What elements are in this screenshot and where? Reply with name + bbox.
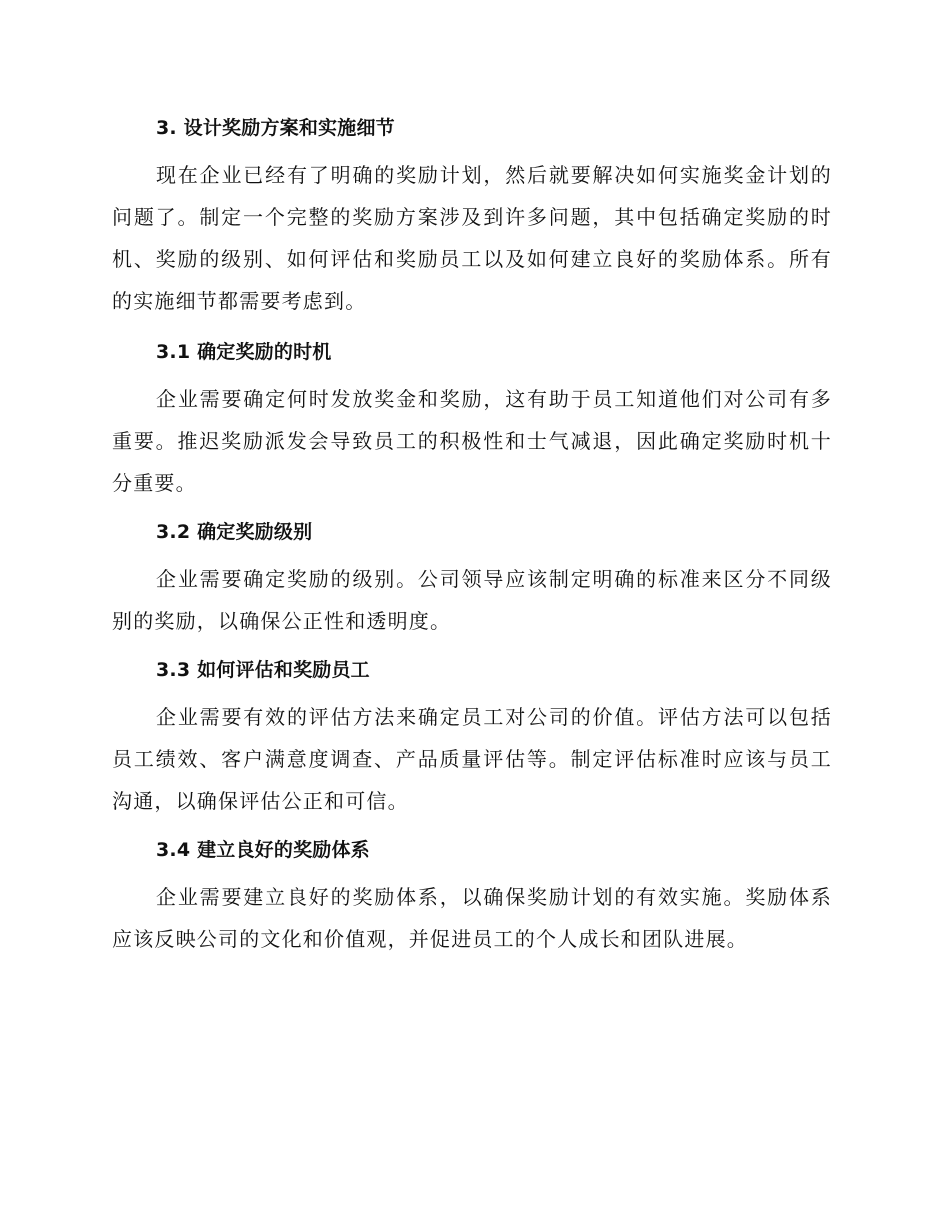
document-body [112, 110, 832, 970]
section-paragraph-3-1: 企业需要确定何时发放奖金和奖励，这有助于员工知道他们对公司有多重要。推迟奖励派发会导致员工的积极性和士气减退，因此确定奖励时机十分重要。 [112, 387, 832, 495]
section-paragraph-3-3: 企业需要有效的评估方法来确定员工对公司的价值。评估方法可以包括员工绩效、客户满意度调查、产品质量评估等。制定评估标准时应该与员工沟通，以确保评估公正和可信。 [112, 705, 832, 813]
section-heading-3: 3. 设计奖励方案和实施细节 [156, 117, 395, 139]
section-heading-3-3: 3.3 如何评估和奖励员工 [156, 659, 370, 681]
section-paragraph-3-4: 企业需要建立良好的奖励体系，以确保奖励计划的有效实施。奖励体系应该反映公司的文化和价值观，并促进员工的个人成长和团队进展。 [112, 885, 832, 951]
section-paragraph-3: 现在企业已经有了明确的奖励计划，然后就要解决如何实施奖金计划的问题了。制定一个完整的奖励方案涉及到许多问题，其中包括确定奖励的时机、奖励的级别、如何评估和奖励员工以及如何建立良好的奖励体系。所有的实施细节都需要考虑到。 [112, 163, 832, 313]
section-heading-3-1: 3.1 确定奖励的时机 [156, 341, 332, 363]
section-heading-3-4: 3.4 建立良好的奖励体系 [156, 839, 370, 861]
section-paragraph-3-2: 企业需要确定奖励的级别。公司领导应该制定明确的标准来区分不同级别的奖励，以确保公正性和透明度。 [112, 567, 832, 633]
section-heading-3-2: 3.2 确定奖励级别 [156, 521, 313, 543]
